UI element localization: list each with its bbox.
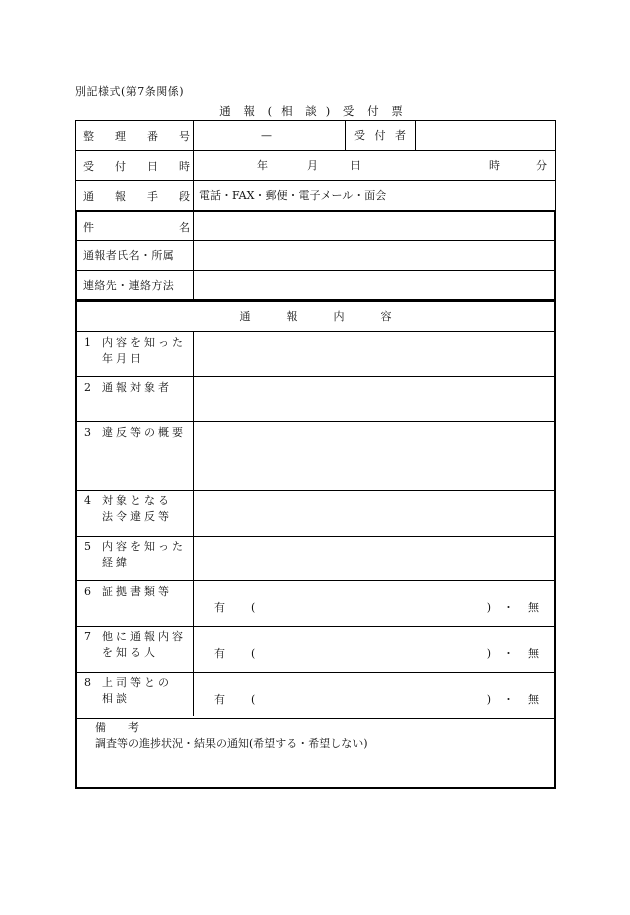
item-5-label: 5 内容を知った 経緯 bbox=[84, 540, 186, 569]
serial-number-label: 整 理 番 号 bbox=[83, 130, 190, 143]
row-divider bbox=[77, 490, 554, 491]
reporter-info-table bbox=[75, 210, 556, 301]
item-1-label: 1 内容を知った 年月日 bbox=[84, 336, 186, 365]
datetime-label: 受 付 日 時 bbox=[83, 160, 190, 173]
item-6-label: 6 証拠書類等 bbox=[84, 585, 172, 598]
row-divider bbox=[77, 580, 554, 581]
column-divider bbox=[193, 212, 194, 299]
receiver-label: 受 付 者 bbox=[354, 129, 409, 142]
row-divider bbox=[77, 331, 554, 332]
report-method-options[interactable]: 電話・FAX・郵便・電子メール・面会 bbox=[199, 189, 387, 202]
content-heading: 通 報 内 容 bbox=[239, 310, 392, 323]
item-3-field[interactable] bbox=[199, 424, 549, 486]
report-method-label: 通 報 手 段 bbox=[83, 190, 190, 203]
minute-unit: 分 bbox=[536, 159, 547, 172]
item-4-field[interactable] bbox=[199, 493, 549, 533]
document-title: 通 報 (相 談) 受 付 票 bbox=[219, 104, 412, 118]
item-8-choice[interactable]: 有 ( ) ・ 無 bbox=[214, 692, 539, 706]
report-content-table bbox=[75, 300, 556, 789]
year-unit: 年 bbox=[257, 159, 268, 172]
item-8-label: 8 上司等との 相談 bbox=[84, 676, 172, 705]
hour-unit: 時 bbox=[489, 159, 500, 172]
row-divider bbox=[77, 626, 554, 627]
subject-label: 件 名 bbox=[83, 221, 190, 234]
column-divider bbox=[193, 331, 194, 716]
item-2-field[interactable] bbox=[199, 379, 549, 417]
row-divider bbox=[77, 672, 554, 673]
serial-number-value[interactable]: — bbox=[261, 129, 272, 142]
item-4-label: 4 対象となる 法令違反等 bbox=[84, 494, 172, 523]
item-3-label: 3 違反等の概要 bbox=[84, 426, 186, 439]
item-2-label: 2 通報対象者 bbox=[84, 381, 172, 394]
item-6-choice[interactable]: 有 ( ) ・ 無 bbox=[214, 600, 539, 614]
row-divider bbox=[77, 536, 554, 537]
month-unit: 月 bbox=[307, 159, 318, 172]
column-divider bbox=[415, 121, 416, 150]
reporter-name-label: 通報者氏名・所属 bbox=[83, 249, 175, 262]
item-7-label: 7 他に通報内容 を知る人 bbox=[84, 630, 186, 659]
remarks-notification-option[interactable]: 調査等の進捗状況・結果の通知(希望する・希望しない) bbox=[95, 737, 368, 750]
item-1-field[interactable] bbox=[199, 334, 549, 372]
column-divider bbox=[193, 121, 194, 210]
item-5-field[interactable] bbox=[199, 539, 549, 577]
column-divider bbox=[345, 121, 346, 150]
reception-info-table bbox=[75, 120, 556, 211]
remarks-label: 備 考 bbox=[95, 721, 139, 734]
row-divider bbox=[77, 718, 554, 719]
day-unit: 日 bbox=[350, 159, 361, 172]
row-divider bbox=[77, 376, 554, 377]
form-reference: 別記様式(第7条関係) bbox=[75, 85, 185, 98]
item-7-choice[interactable]: 有 ( ) ・ 無 bbox=[214, 646, 539, 660]
row-divider bbox=[77, 421, 554, 422]
contact-label: 連絡先・連絡方法 bbox=[83, 279, 175, 292]
